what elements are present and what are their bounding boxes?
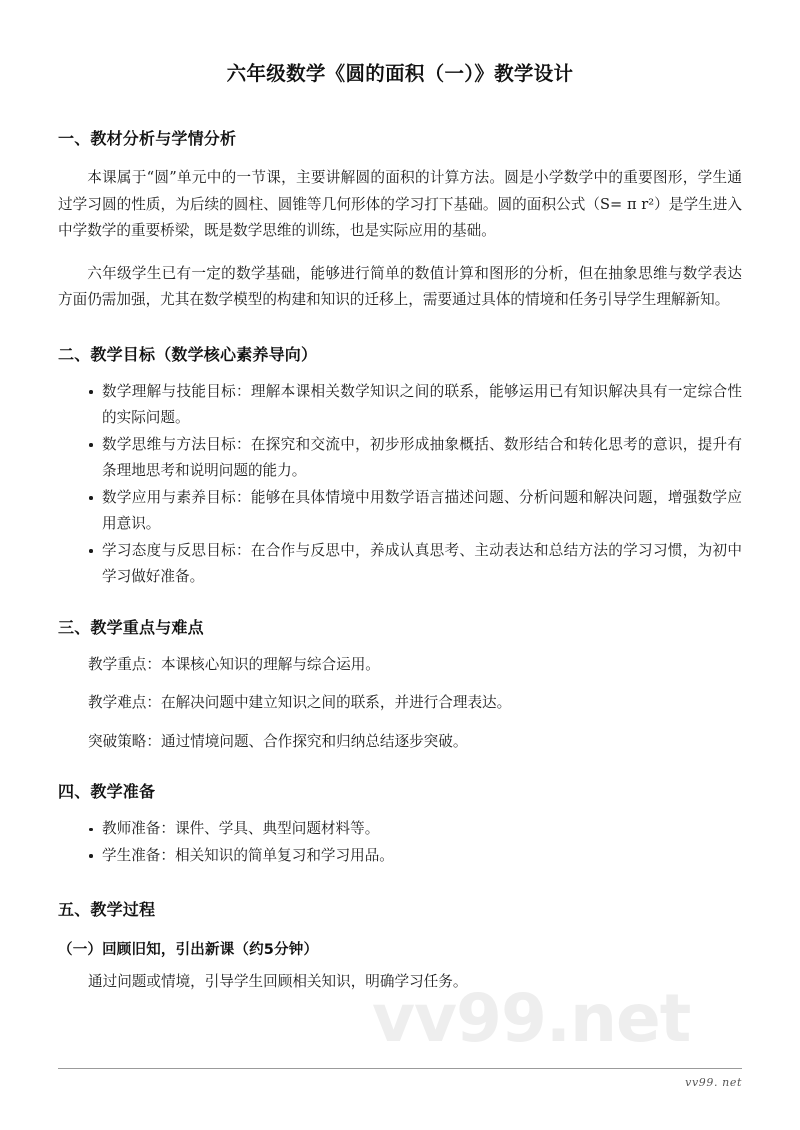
teaching-difficulty: 教学难点：在解决问题中建立知识之间的联系，并进行合理表达。	[88, 694, 512, 711]
subsection-heading-5-1: （一）回顾旧知，引出新课（约5分钟）	[58, 942, 319, 958]
list-item: 数学应用与素养目标：能够在具体情境中用数学语言描述问题、分析问题和解决问题，增强数学应用意识。	[88, 485, 742, 538]
document-content	[58, 0, 742, 996]
list-item: 教师准备：课件、学具、典型问题材料等。	[88, 816, 742, 843]
footer-divider	[58, 1068, 742, 1069]
section-1-paragraph-1: 本课属于“圆”单元中的一节课，主要讲解圆的面积的计算方法。圆是小学数学中的重要图形，学生通过学习圆的性质，为后续的圆柱、圆锥等几何形体的学习打下基础。圆的面积公式（S= π r²）是学生进入中学数学的重要桥梁，既是数学思维的训练，也是实际应用的基础。	[58, 169, 742, 239]
subsection-5-1-paragraph: 通过问题或情境，引导学生回顾相关知识，明确学习任务。	[88, 973, 468, 990]
breakthrough-strategy: 突破策略：通过情境问题、合作探究和归纳总结逐步突破。	[88, 732, 468, 750]
list-item: 数学思维与方法目标：在探究和交流中，初步形成抽象概括、数形结合和转化思考的意识，提升有条理地思考和说明问题的能力。	[88, 432, 742, 485]
section-heading-5: 五、教学过程	[58, 900, 156, 919]
section-heading-4: 四、教学准备	[58, 782, 156, 801]
footer-site-label: vv99. net	[685, 1076, 742, 1089]
list-item: 学习态度与反思目标：在合作与反思中，养成认真思考、主动表达和总结方法的学习习惯，为初中学习做好准备。	[88, 538, 742, 591]
site-watermark: vv99.net	[372, 980, 691, 1057]
preparation-list	[58, 816, 742, 869]
section-heading-3: 三、教学重点与难点	[58, 617, 204, 637]
section-1-paragraph-2: 六年级学生已有一定的数学基础，能够进行简单的数值计算和图形的分析，但在抽象思维与数学表达方面仍需加强，尤其在数学模型的构建和知识的迁移上，需要通过具体的情境和任务引导学生理解新知。	[58, 264, 742, 308]
teaching-focus: 教学重点：本课核心知识的理解与综合运用。	[88, 655, 380, 673]
list-item: 学生准备：相关知识的简单复习和学习用品。	[88, 843, 742, 870]
page-title: 六年级数学《圆的面积（一）》教学设计	[226, 62, 574, 85]
objectives-list	[58, 379, 742, 591]
list-item: 数学理解与技能目标：理解本课相关数学知识之间的联系，能够运用已有知识解决具有一定综合性的实际问题。	[88, 379, 742, 432]
section-heading-1: 一、教材分析与学情分析	[58, 129, 237, 148]
section-heading-2: 二、教学目标（数学核心素养导向）	[58, 344, 318, 364]
page-footer	[58, 1068, 742, 1089]
